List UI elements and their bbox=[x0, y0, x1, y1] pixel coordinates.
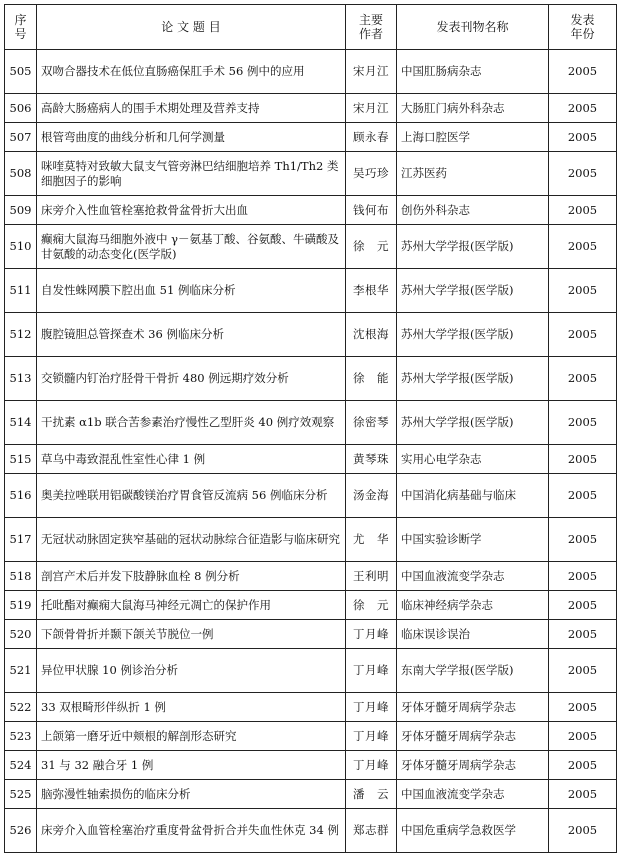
main-author: 吴巧珍 bbox=[346, 152, 397, 196]
main-author: 丁月峰 bbox=[346, 620, 397, 649]
paper-title: 腹腔镜胆总管探查术 36 例临床分析 bbox=[37, 313, 346, 357]
table-header bbox=[5, 5, 617, 50]
row-number: 513 bbox=[5, 357, 37, 401]
table-row bbox=[5, 123, 617, 152]
publish-year: 2005 bbox=[549, 620, 617, 649]
publish-year: 2005 bbox=[549, 357, 617, 401]
main-author: 顾永春 bbox=[346, 123, 397, 152]
table-body bbox=[5, 50, 617, 853]
journal-name: 苏州大学学报(医学版) bbox=[397, 401, 549, 445]
publish-year: 2005 bbox=[549, 562, 617, 591]
row-number: 509 bbox=[5, 196, 37, 225]
table-row bbox=[5, 94, 617, 123]
row-number: 521 bbox=[5, 649, 37, 693]
main-author: 徐 能 bbox=[346, 357, 397, 401]
paper-title: 剖宫产术后并发下肢静脉血栓 8 例分析 bbox=[37, 562, 346, 591]
paper-title: 床旁介入性血管栓塞抢救骨盆骨折大出血 bbox=[37, 196, 346, 225]
paper-title: 癫痫大鼠海马细胞外液中 γ－氨基丁酸、谷氨酸、牛磺酸及甘氨酸的动态变化(医学版) bbox=[37, 225, 346, 269]
publish-year: 2005 bbox=[549, 50, 617, 94]
publish-year: 2005 bbox=[549, 401, 617, 445]
main-author: 丁月峰 bbox=[346, 751, 397, 780]
main-author: 王利明 bbox=[346, 562, 397, 591]
row-number: 523 bbox=[5, 722, 37, 751]
main-author: 尤 华 bbox=[346, 518, 397, 562]
row-number: 522 bbox=[5, 693, 37, 722]
header-title: 论 文 题 目 bbox=[37, 5, 346, 50]
publish-year: 2005 bbox=[549, 693, 617, 722]
journal-name: 苏州大学学报(医学版) bbox=[397, 313, 549, 357]
publish-year: 2005 bbox=[549, 225, 617, 269]
journal-name: 东南大学学报(医学版) bbox=[397, 649, 549, 693]
publish-year: 2005 bbox=[549, 780, 617, 809]
main-author: 徐密琴 bbox=[346, 401, 397, 445]
publish-year: 2005 bbox=[549, 751, 617, 780]
row-number: 505 bbox=[5, 50, 37, 94]
table-row bbox=[5, 780, 617, 809]
header-journal: 发表刊物名称 bbox=[397, 5, 549, 50]
journal-name: 牙体牙髓牙周病学杂志 bbox=[397, 751, 549, 780]
paper-title: 草乌中毒致混乱性室性心律 1 例 bbox=[37, 445, 346, 474]
paper-title: 奥美拉唑联用铝碳酸镁治疗胃食管反流病 56 例临床分析 bbox=[37, 474, 346, 518]
journal-name: 苏州大学学报(医学版) bbox=[397, 357, 549, 401]
row-number: 511 bbox=[5, 269, 37, 313]
table-row bbox=[5, 196, 617, 225]
row-number: 519 bbox=[5, 591, 37, 620]
main-author: 宋月江 bbox=[346, 50, 397, 94]
main-author: 沈根海 bbox=[346, 313, 397, 357]
table-row bbox=[5, 357, 617, 401]
publish-year: 2005 bbox=[549, 474, 617, 518]
row-number: 524 bbox=[5, 751, 37, 780]
publish-year: 2005 bbox=[549, 445, 617, 474]
publish-year: 2005 bbox=[549, 649, 617, 693]
header-row bbox=[5, 5, 617, 50]
table-row bbox=[5, 809, 617, 853]
row-number: 507 bbox=[5, 123, 37, 152]
table-row bbox=[5, 591, 617, 620]
table-row bbox=[5, 269, 617, 313]
header-number: 序 号 bbox=[5, 5, 37, 50]
publish-year: 2005 bbox=[549, 152, 617, 196]
main-author: 宋月江 bbox=[346, 94, 397, 123]
table-row bbox=[5, 50, 617, 94]
row-number: 514 bbox=[5, 401, 37, 445]
table-row bbox=[5, 518, 617, 562]
publish-year: 2005 bbox=[549, 269, 617, 313]
journal-name: 江苏医药 bbox=[397, 152, 549, 196]
journal-name: 上海口腔医学 bbox=[397, 123, 549, 152]
paper-title: 33 双根畸形伴纵折 1 例 bbox=[37, 693, 346, 722]
main-author: 徐 元 bbox=[346, 225, 397, 269]
paper-title: 上颌第一磨牙近中颊根的解剖形态研究 bbox=[37, 722, 346, 751]
main-author: 丁月峰 bbox=[346, 693, 397, 722]
document-page bbox=[4, 4, 616, 864]
header-year: 发表 年份 bbox=[549, 5, 617, 50]
paper-title: 双吻合器技术在低位直肠癌保肛手术 56 例中的应用 bbox=[37, 50, 346, 94]
row-number: 525 bbox=[5, 780, 37, 809]
paper-title: 托吡酯对癫痫大鼠海马神经元凋亡的保护作用 bbox=[37, 591, 346, 620]
paper-title: 床旁介入血管栓塞治疗重度骨盆骨折合并失血性休克 34 例 bbox=[37, 809, 346, 853]
main-author: 黄琴珠 bbox=[346, 445, 397, 474]
row-number: 510 bbox=[5, 225, 37, 269]
header-author: 主要 作者 bbox=[346, 5, 397, 50]
journal-name: 临床误诊误治 bbox=[397, 620, 549, 649]
main-author: 汤金海 bbox=[346, 474, 397, 518]
journal-name: 中国实验诊断学 bbox=[397, 518, 549, 562]
row-number: 520 bbox=[5, 620, 37, 649]
main-author: 丁月峰 bbox=[346, 649, 397, 693]
main-author: 丁月峰 bbox=[346, 722, 397, 751]
journal-name: 中国肛肠病杂志 bbox=[397, 50, 549, 94]
paper-title: 31 与 32 融合牙 1 例 bbox=[37, 751, 346, 780]
paper-title: 脑弥漫性轴索损伤的临床分析 bbox=[37, 780, 346, 809]
table-row bbox=[5, 722, 617, 751]
journal-name: 中国血液流变学杂志 bbox=[397, 562, 549, 591]
publish-year: 2005 bbox=[549, 196, 617, 225]
table-row bbox=[5, 401, 617, 445]
journal-name: 中国消化病基础与临床 bbox=[397, 474, 549, 518]
journal-name: 创伤外科杂志 bbox=[397, 196, 549, 225]
publish-year: 2005 bbox=[549, 809, 617, 853]
row-number: 516 bbox=[5, 474, 37, 518]
journal-name: 实用心电学杂志 bbox=[397, 445, 549, 474]
journal-name: 中国血液流变学杂志 bbox=[397, 780, 549, 809]
table-row bbox=[5, 225, 617, 269]
row-number: 526 bbox=[5, 809, 37, 853]
journal-name: 牙体牙髓牙周病学杂志 bbox=[397, 722, 549, 751]
journal-name: 苏州大学学报(医学版) bbox=[397, 269, 549, 313]
row-number: 515 bbox=[5, 445, 37, 474]
table-row bbox=[5, 562, 617, 591]
publish-year: 2005 bbox=[549, 123, 617, 152]
main-author: 李根华 bbox=[346, 269, 397, 313]
paper-title: 交锁髓内钉治疗胫骨干骨折 480 例远期疗效分析 bbox=[37, 357, 346, 401]
table-row bbox=[5, 693, 617, 722]
journal-name: 牙体牙髓牙周病学杂志 bbox=[397, 693, 549, 722]
main-author: 潘 云 bbox=[346, 780, 397, 809]
paper-title: 干扰素 α1b 联合苦参素治疗慢性乙型肝炎 40 例疗效观察 bbox=[37, 401, 346, 445]
main-author: 钱何布 bbox=[346, 196, 397, 225]
paper-title: 咪喹莫特对致敏大鼠支气管旁淋巴结细胞培养 Th1/Th2 类细胞因子的影响 bbox=[37, 152, 346, 196]
paper-title: 异位甲状腺 10 例诊治分析 bbox=[37, 649, 346, 693]
paper-title: 高龄大肠癌病人的围手术期处理及营养支持 bbox=[37, 94, 346, 123]
journal-name: 中国危重病学急救医学 bbox=[397, 809, 549, 853]
table-row bbox=[5, 152, 617, 196]
row-number: 517 bbox=[5, 518, 37, 562]
table-row bbox=[5, 751, 617, 780]
row-number: 506 bbox=[5, 94, 37, 123]
journal-name: 临床神经病学杂志 bbox=[397, 591, 549, 620]
row-number: 518 bbox=[5, 562, 37, 591]
paper-title: 自发性蛛网膜下腔出血 51 例临床分析 bbox=[37, 269, 346, 313]
publish-year: 2005 bbox=[549, 518, 617, 562]
publication-table bbox=[4, 4, 617, 853]
paper-title: 下颌骨骨折并颞下颌关节脱位一例 bbox=[37, 620, 346, 649]
row-number: 508 bbox=[5, 152, 37, 196]
journal-name: 大肠肛门病外科杂志 bbox=[397, 94, 549, 123]
table-row bbox=[5, 474, 617, 518]
main-author: 徐 元 bbox=[346, 591, 397, 620]
publish-year: 2005 bbox=[549, 94, 617, 123]
table-row bbox=[5, 445, 617, 474]
table-row bbox=[5, 649, 617, 693]
paper-title: 根管弯曲度的曲线分析和几何学测量 bbox=[37, 123, 346, 152]
row-number: 512 bbox=[5, 313, 37, 357]
publish-year: 2005 bbox=[549, 313, 617, 357]
table-row bbox=[5, 313, 617, 357]
publish-year: 2005 bbox=[549, 591, 617, 620]
paper-title: 无冠状动脉固定狭窄基础的冠状动脉综合征造影与临床研究 bbox=[37, 518, 346, 562]
journal-name: 苏州大学学报(医学版) bbox=[397, 225, 549, 269]
main-author: 郑志群 bbox=[346, 809, 397, 853]
table-row bbox=[5, 620, 617, 649]
publish-year: 2005 bbox=[549, 722, 617, 751]
